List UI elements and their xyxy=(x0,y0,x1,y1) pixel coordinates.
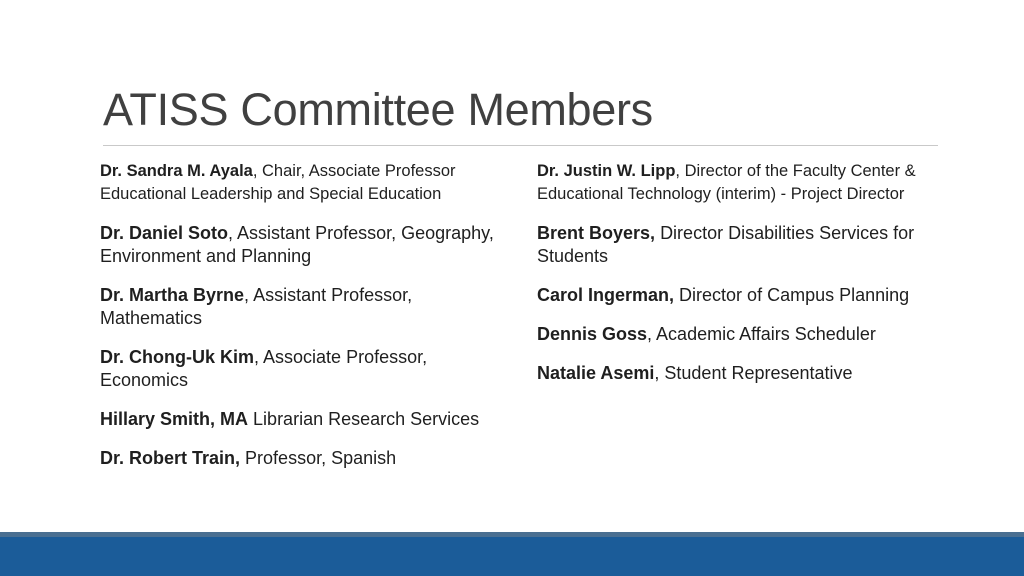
member-description: Director of Campus Planning xyxy=(679,285,910,305)
slide-title: ATISS Committee Members xyxy=(103,84,653,135)
member-name: Dennis Goss xyxy=(537,324,648,344)
member-entry xyxy=(100,447,518,470)
member-name: Dr. Robert Train, xyxy=(100,448,241,468)
left-member-list xyxy=(100,160,518,486)
member-entry xyxy=(537,222,977,268)
member-description: Librarian Research Services xyxy=(253,409,480,429)
title-divider xyxy=(103,145,938,146)
member-entry xyxy=(100,222,518,268)
member-description: Director of the Faculty Center & Educational Technology (interim) - Project Director xyxy=(537,162,916,203)
member-name: Hillary Smith, MA xyxy=(100,409,249,429)
member-name: Dr. Martha Byrne xyxy=(100,285,245,305)
member-name: Dr. Chong-Uk Kim xyxy=(100,347,255,367)
right-member-list xyxy=(537,160,977,401)
member-description: Professor, Spanish xyxy=(245,448,397,468)
member-description: Student Representative xyxy=(664,363,853,383)
member-name: Dr. Daniel Soto xyxy=(100,223,229,243)
member-entry xyxy=(537,284,977,307)
member-separator: , xyxy=(244,285,254,305)
footer-accent-band xyxy=(0,532,1024,576)
member-separator: , xyxy=(647,324,657,344)
member-description: Academic Affairs Scheduler xyxy=(656,324,876,344)
member-entry xyxy=(537,362,977,385)
member-description: Chair, Associate Professor Educational Leadership and Special Education xyxy=(100,162,456,203)
member-entry xyxy=(100,284,518,330)
member-separator: , xyxy=(654,363,665,383)
member-separator: , xyxy=(675,162,685,180)
footer-accent-stripe xyxy=(0,532,1024,537)
member-name: Natalie Asemi xyxy=(537,363,655,383)
member-description: Director Disabilities Services for Students xyxy=(537,223,915,266)
member-name: Brent Boyers, xyxy=(537,223,656,243)
member-entry xyxy=(100,160,518,206)
member-separator: , xyxy=(252,162,263,180)
member-entry xyxy=(537,160,977,206)
member-name: Carol Ingerman, xyxy=(537,285,675,305)
member-entry xyxy=(537,323,977,346)
member-entry xyxy=(100,346,518,392)
member-description: Assistant Professor, Mathematics xyxy=(100,285,413,328)
member-entry xyxy=(100,408,518,431)
member-description: Associate Professor, Economics xyxy=(100,347,428,390)
member-separator: , xyxy=(228,223,238,243)
member-description: Assistant Professor, Geography, Environment and Planning xyxy=(100,223,494,266)
member-name: Dr. Sandra M. Ayala xyxy=(100,162,253,180)
member-separator: , xyxy=(254,347,264,367)
member-name: Dr. Justin W. Lipp xyxy=(537,162,676,180)
